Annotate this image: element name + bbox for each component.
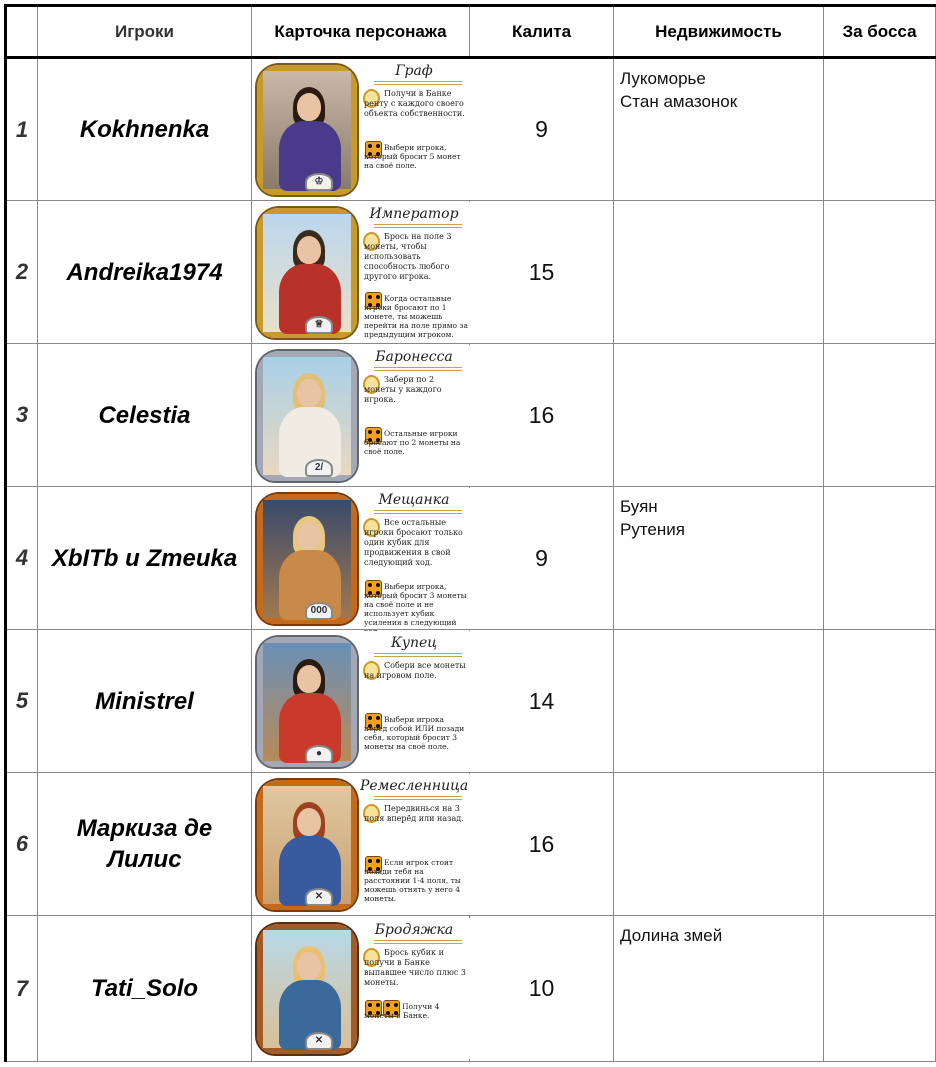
card-dice-text: Когда остальные игроки бросают по 1 монете, ты можешь перейти на поле прямо за предыдущим игроком. [364, 293, 468, 339]
character-card [252, 918, 470, 1059]
card-dice-text: Выбери игрока, который бросит 3 монеты на своё поле и не использует кубик усиления в следующий [364, 581, 467, 627]
portrait-face [297, 952, 321, 980]
boss-cell [824, 58, 936, 201]
character-card [252, 345, 470, 486]
boss-cell [824, 201, 936, 344]
player-name: Ministrel [38, 630, 252, 773]
character-card [252, 59, 470, 200]
title-flourish [374, 940, 462, 944]
card-title: Ремесленница [360, 777, 469, 794]
card-ability-text: Забери по 2 монеты у каждого игрока. [364, 374, 442, 404]
card-portrait-frame [257, 351, 357, 481]
card-ability-text: Брось кубик и получи в Банке выпавшее число плюс 3 монеты. [364, 948, 466, 987]
title-flourish [374, 367, 462, 371]
estate-item: Долина змей [620, 926, 723, 945]
card-portrait-frame [257, 494, 357, 624]
player-name: Celestia [38, 344, 252, 487]
header-purse: Калита [470, 6, 614, 58]
card-dice-text: Выбери игрока, который бросит 5 монет на своё поле. [364, 143, 461, 170]
estate-cell [614, 344, 824, 487]
header-estate: Недвижимость [614, 6, 824, 58]
card-portrait-frame [257, 924, 357, 1054]
portrait-face [297, 808, 321, 836]
boss-cell [824, 344, 936, 487]
row-number: 1 [6, 58, 38, 201]
header-players: Игроки [38, 6, 252, 58]
header-row [6, 6, 936, 58]
portrait-face [297, 522, 321, 550]
table-row [6, 201, 936, 344]
purse-value: 15 [470, 201, 614, 344]
character-portrait [263, 930, 351, 1048]
character-portrait [263, 500, 351, 618]
table-row [6, 344, 936, 487]
character-card [252, 488, 470, 629]
card-portrait-frame [257, 780, 357, 910]
portrait-face [297, 93, 321, 121]
estate-cell [614, 487, 824, 630]
character-card-cell [252, 201, 470, 344]
row-number: 2 [6, 201, 38, 344]
card-title: Баронесса [375, 348, 453, 365]
estate-cell [614, 58, 824, 201]
character-card-cell [252, 487, 470, 630]
estate-item: Стан амазонок [620, 92, 738, 111]
card-dice-text: Получи 4 монеты в Банке. [364, 1002, 440, 1020]
player-name: XbITb и Zmeuka [38, 487, 252, 630]
title-flourish [374, 224, 462, 228]
card-dice-text: Выбери игрока перед собой ИЛИ позади себя, который бросит 3 монеты на своё поле. [364, 714, 465, 751]
player-name: Andreika1974 [38, 201, 252, 344]
character-portrait [263, 357, 351, 475]
estate-cell [614, 773, 824, 916]
card-emblem-icon: ✕ [305, 1032, 333, 1050]
card-title: Граф [395, 63, 433, 79]
purse-value: 16 [470, 344, 614, 487]
character-card-cell [252, 773, 470, 916]
card-title: Император [369, 205, 459, 222]
portrait-face [297, 665, 321, 693]
header-card: Карточка персонажа [252, 6, 470, 58]
purse-value: 9 [470, 487, 614, 630]
boss-cell [824, 773, 936, 916]
character-card-cell [252, 630, 470, 773]
card-ability-text: Брось на поле 3 монеты, чтобы использовать способность любого другого игрока. [364, 231, 452, 281]
player-name: Маркиза де Лилис [38, 773, 252, 916]
player-name: Tati_Solo [38, 916, 252, 1062]
boss-cell [824, 487, 936, 630]
purse-value: 14 [470, 630, 614, 773]
estate-cell [614, 630, 824, 773]
portrait-face [297, 236, 321, 264]
card-emblem-icon: ● [305, 745, 333, 763]
card-ability-text: Собери все монеты на игровом поле. [364, 660, 466, 680]
boss-cell [824, 630, 936, 773]
card-ability-text: Получи в Банке ренту с каждого своего объекта собственности. [364, 89, 465, 118]
card-portrait-frame [257, 208, 357, 338]
card-title: Бродяжка [374, 922, 454, 938]
card-portrait-frame [257, 65, 357, 195]
players-table [4, 4, 936, 1062]
table-row [6, 58, 936, 201]
character-card [252, 202, 470, 343]
row-number: 4 [6, 487, 38, 630]
table-row [6, 773, 936, 916]
title-flourish [374, 796, 462, 800]
estate-item: Рутения [620, 520, 685, 539]
character-portrait [263, 71, 351, 189]
title-flourish [374, 81, 462, 85]
card-ability-text: Передвинься на 3 поля вперёд или назад. [364, 803, 464, 823]
boss-cell [824, 916, 936, 1062]
card-emblem-icon: ♔ [305, 173, 333, 191]
character-card-cell [252, 344, 470, 487]
table-row [6, 630, 936, 773]
card-dice-text: Остальные игроки бросают по 2 монеты на своё поле. [364, 428, 461, 456]
estate-cell [614, 201, 824, 344]
purse-value: 10 [470, 916, 614, 1062]
character-portrait [263, 214, 351, 332]
estate-item: Буян [620, 497, 658, 516]
character-portrait [263, 643, 351, 761]
title-flourish [374, 510, 462, 514]
table-row [6, 487, 936, 630]
header-number [6, 6, 38, 58]
row-number: 6 [6, 773, 38, 916]
header-boss: За босса [824, 6, 936, 58]
character-card [252, 774, 470, 915]
table-row [6, 916, 936, 1062]
card-ability-text: Все остальные игроки бросают только один кубик для продвижения в свой следующий ход. [364, 517, 463, 567]
purse-value: 16 [470, 773, 614, 916]
title-flourish [374, 653, 462, 657]
character-card-cell [252, 58, 470, 201]
estate-item: Лукоморье [620, 69, 706, 88]
card-emblem-icon: ♕ [305, 316, 333, 334]
card-emblem-icon: ✕ [305, 888, 333, 906]
card-title: Мещанка [378, 491, 450, 508]
card-emblem-icon: 2/ [305, 459, 333, 477]
character-card [252, 631, 470, 772]
purse-value: 9 [470, 58, 614, 201]
player-name: Kokhnenka [38, 58, 252, 201]
row-number: 7 [6, 916, 38, 1062]
card-portrait-frame [257, 637, 357, 767]
character-card-cell [252, 916, 470, 1062]
card-dice-text: Если игрок стоит позади тебя на расстоянии 1-4 поля, ты можешь отнять у него 4 монеты. [364, 857, 461, 903]
character-portrait [263, 786, 351, 904]
card-title: Купец [390, 634, 438, 651]
estate-cell [614, 916, 824, 1062]
card-emblem-icon: 000 [305, 602, 333, 620]
row-number: 3 [6, 344, 38, 487]
row-number: 5 [6, 630, 38, 773]
portrait-face [297, 379, 321, 407]
